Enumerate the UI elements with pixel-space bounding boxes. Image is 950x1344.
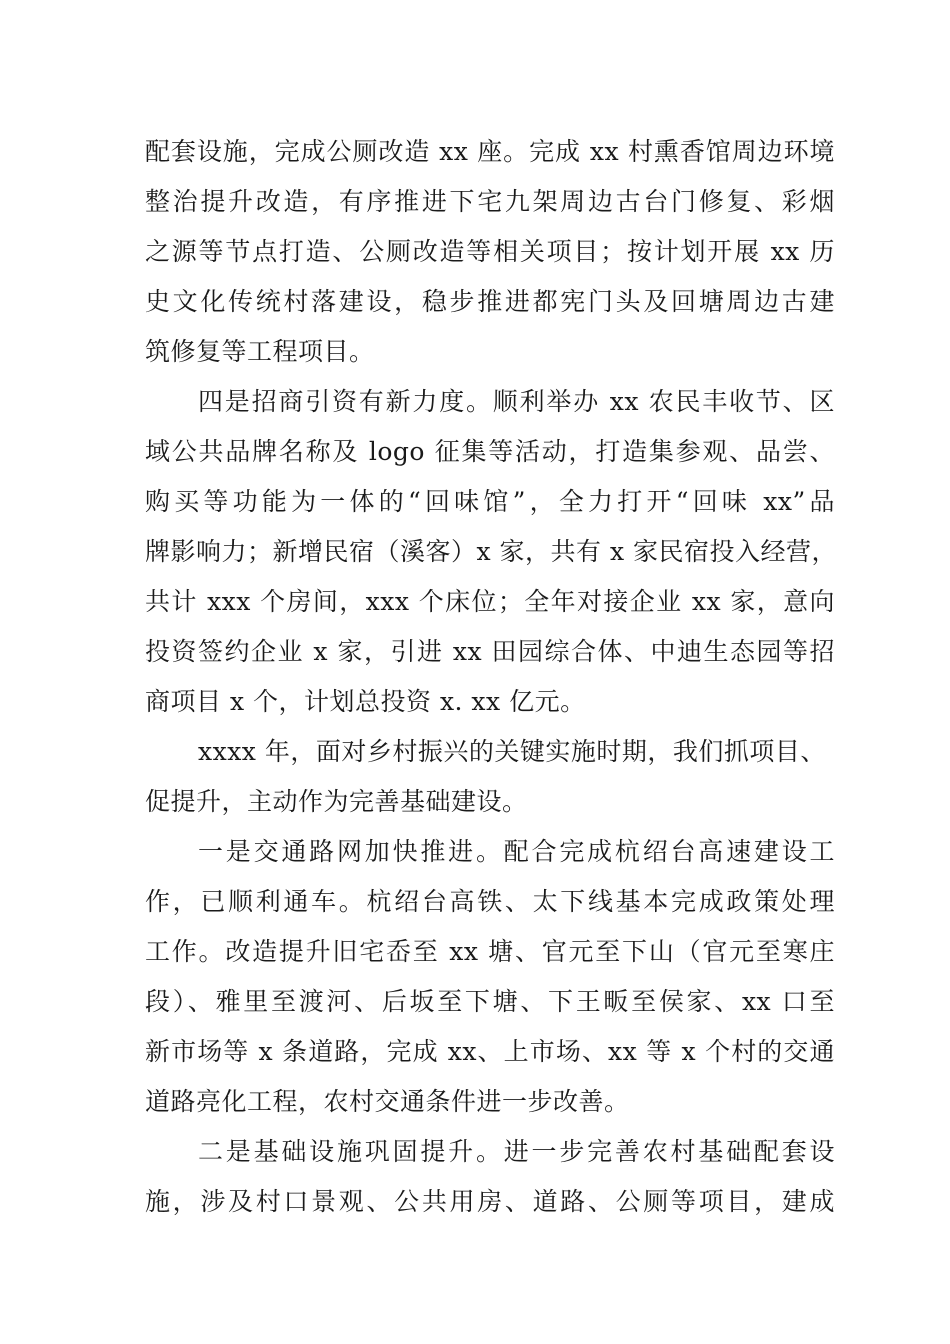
paragraph-first-line: 二是基础设施巩固提升。进一步完善农村基础配套设 xyxy=(198,1137,835,1166)
text-line: 共计 xxx 个房间，xxx 个床位；全年对接企业 xx 家，意向 xyxy=(145,587,835,616)
text-line: 投资签约企业 x 家，引进 xx 田园综合体、中迪生态园等招 xyxy=(145,637,835,666)
text-line: 促提升，主动作为完善基础建设。 xyxy=(145,787,528,816)
text-line: 配套设施，完成公厕改造 xx 座。完成 xx 村熏香馆周边环境 xyxy=(145,137,835,166)
text-line: 段）、雅里至渡河、后坂至下塘、下王畈至侯家、xx 口至 xyxy=(145,987,835,1016)
text-line: 史文化传统村落建设，稳步推进都宪门头及回塘周边古建 xyxy=(145,287,835,316)
text-line: 之源等节点打造、公厕改造等相关项目；按计划开展 xx 历 xyxy=(145,237,835,266)
text-line: 购买等功能为一体的“回味馆”，全力打开“回味 xx”品 xyxy=(145,487,835,516)
text-line: 作，已顺利通车。杭绍台高铁、太下线基本完成政策处理 xyxy=(145,887,835,916)
paragraph-first-line: 一是交通路网加快推进。配合完成杭绍台高速建设工 xyxy=(198,837,835,866)
paragraph-first-line: 四是招商引资有新力度。顺利举办 xx 农民丰收节、区 xyxy=(198,387,835,416)
text-line: 道路亮化工程，农村交通条件进一步改善。 xyxy=(145,1087,630,1116)
text-line: 筑修复等工程项目。 xyxy=(145,337,375,366)
text-line: 商项目 x 个，计划总投资 x. xx 亿元。 xyxy=(145,687,586,716)
text-line: 整治提升改造，有序推进下宅九架周边古台门修复、彩烟 xyxy=(145,187,835,216)
text-line: 工作。改造提升旧宅岙至 xx 塘、官元至下山（官元至寒庄 xyxy=(145,937,835,966)
text-line: 牌影响力；新增民宿（溪客）x 家，共有 x 家民宿投入经营， xyxy=(145,537,838,566)
paragraph-first-line: xxxx 年，面对乡村振兴的关键实施时期，我们抓项目、 xyxy=(198,737,826,766)
text-line: 新市场等 x 条道路，完成 xx、上市场、xx 等 x 个村的交通 xyxy=(145,1037,835,1066)
text-line: 域公共品牌名称及 logo 征集等活动，打造集参观、品尝、 xyxy=(145,437,835,466)
text-line: 施，涉及村口景观、公共用房、道路、公厕等项目，建成 xyxy=(145,1187,835,1216)
